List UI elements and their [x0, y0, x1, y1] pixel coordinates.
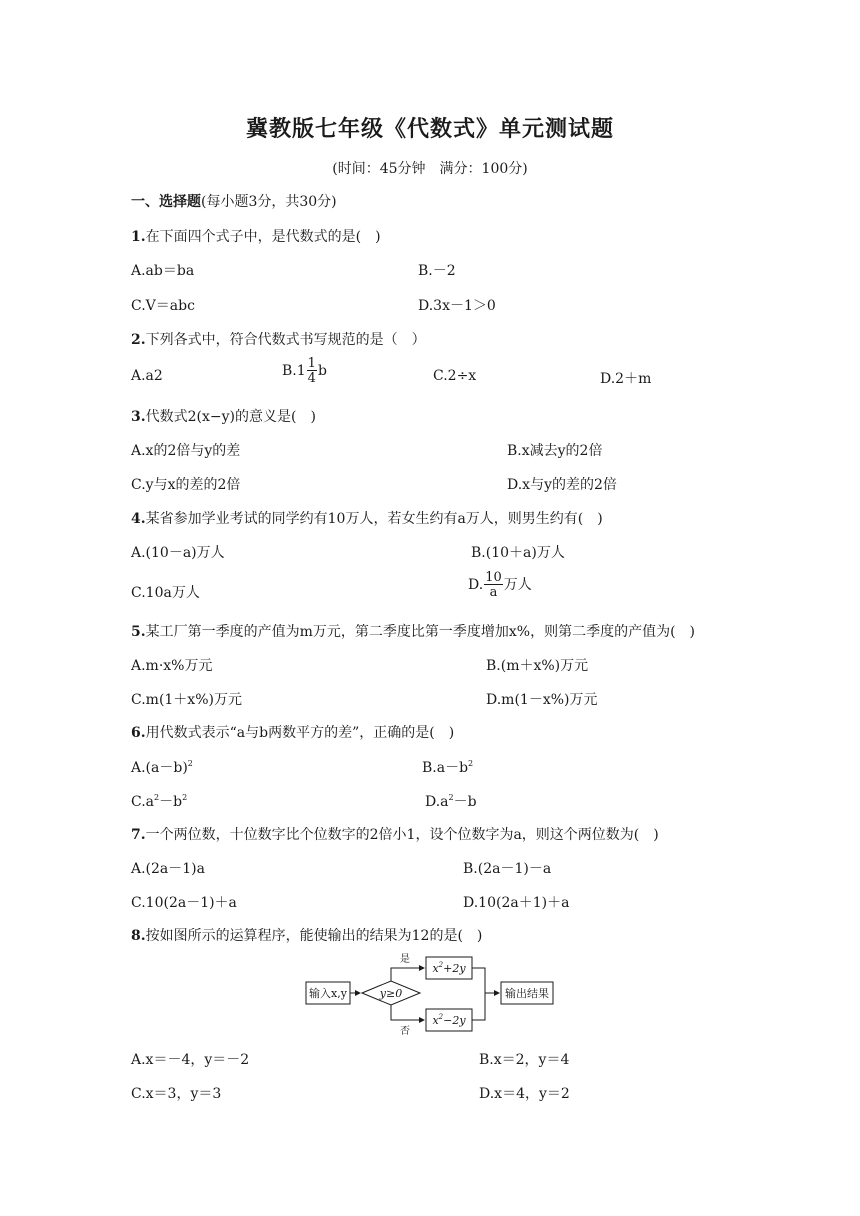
section-heading — [131, 191, 337, 211]
question-7 — [131, 824, 659, 844]
section-label: 一、选择题 — [131, 194, 201, 210]
q1-option-c[interactable]: C.V＝abc — [131, 298, 195, 314]
question-number: 2. — [131, 332, 146, 348]
q5-option-d[interactable]: D.m(1－x%)万元 — [486, 692, 598, 708]
q8-option-a[interactable]: A.x＝－4，y＝－2 — [131, 1052, 250, 1068]
q8-option-b[interactable]: B.x＝2，y＝4 — [479, 1052, 570, 1068]
output-label: 输出结果 — [505, 987, 549, 1000]
no-label: 否 — [400, 1026, 410, 1037]
q4-option-d[interactable] — [468, 571, 532, 599]
question-5 — [131, 621, 695, 641]
q2-option-c[interactable]: C.2÷x — [433, 368, 477, 384]
q5-option-a[interactable]: A.m·x%万元 — [131, 658, 213, 674]
option-suffix: b — [317, 363, 327, 379]
exponent: 2 — [468, 759, 474, 768]
condition-label: y≥0 — [379, 987, 403, 1000]
expr-tail: −2y — [443, 1014, 466, 1027]
q7-option-d[interactable]: D.10(2a＋1)＋a — [463, 895, 570, 911]
q4-option-a[interactable]: A.(10－a)万人 — [131, 545, 225, 561]
question-number: 5. — [131, 624, 146, 640]
option-text: C.a — [131, 794, 155, 810]
q3-option-c[interactable]: C.y与x的差的2倍 — [131, 477, 241, 493]
option-prefix: B.1 — [282, 363, 306, 379]
expr-base: x — [432, 962, 439, 975]
q1-option-b[interactable]: B.－2 — [418, 263, 456, 279]
question-stem: 某省参加学业考试的同学约有10万人，若女生约有a万人，则男生约有( ) — [145, 511, 603, 527]
q1-option-a[interactable]: A.ab＝ba — [131, 263, 195, 279]
q7-option-a[interactable]: A.(2a－1)a — [131, 861, 205, 877]
q3-option-b[interactable]: B.x减去y的2倍 — [507, 443, 603, 459]
merge-line — [472, 968, 485, 1020]
q7-option-b[interactable]: B.(2a－1)－a — [463, 861, 552, 877]
q5-option-b[interactable]: B.(m＋x%)万元 — [486, 658, 589, 674]
question-number: 4. — [131, 511, 146, 527]
q2-option-a[interactable]: A.a2 — [131, 368, 163, 384]
section-note: (每小题3分，共30分) — [201, 194, 337, 210]
q6-option-a[interactable] — [131, 757, 193, 777]
top-expression — [432, 961, 466, 975]
question-8 — [131, 925, 482, 945]
question-stem: 按如图所示的运算程序，能使输出的结果为12的是( ) — [145, 928, 483, 944]
question-stem: 下列各式中，符合代数式书写规范的是（ ） — [145, 332, 426, 348]
option-text: －b — [159, 794, 183, 810]
exponent: 2 — [448, 793, 454, 802]
bottom-expression — [432, 1013, 466, 1027]
question-number: 8. — [131, 928, 146, 944]
question-stem: 一个两位数，十位数字比个位数字的2倍小1，设个位数字为a，则这个两位数为( ) — [145, 827, 659, 843]
question-2 — [131, 329, 426, 349]
option-text: A.(a－b) — [131, 760, 188, 776]
page-subtitle: (时间：45分钟 满分：100分) — [332, 161, 528, 177]
arrow-yes-branch — [391, 968, 424, 981]
question-stem: 在下面四个式子中，是代数式的是( ) — [145, 229, 381, 245]
question-3 — [131, 406, 316, 426]
q7-option-c[interactable]: C.10(2a－1)＋a — [131, 895, 237, 911]
question-stem: 用代数式表示“a与b两数平方的差”，正确的是( ) — [145, 725, 455, 741]
input-label: 输入x,y — [309, 987, 347, 1000]
fraction-numerator: 10 — [485, 570, 502, 585]
fraction-denominator: a — [484, 584, 503, 599]
question-number: 1. — [131, 229, 146, 245]
q2-option-b[interactable] — [282, 357, 327, 385]
q4-option-b[interactable]: B.(10＋a)万人 — [471, 545, 565, 561]
expr-base: x — [432, 1014, 439, 1027]
exponent: 2 — [187, 759, 193, 768]
expr-tail: +2y — [443, 962, 466, 975]
fraction — [484, 571, 503, 599]
q8-option-c[interactable]: C.x＝3，y＝3 — [131, 1086, 222, 1102]
exponent: 2 — [182, 793, 188, 802]
exponent: 2 — [154, 793, 160, 802]
expr-exponent: 2 — [438, 961, 444, 969]
q6-option-c[interactable] — [131, 791, 187, 811]
q4-option-c[interactable]: C.10a万人 — [131, 585, 200, 601]
arrow-no-branch — [391, 1005, 424, 1020]
q6-option-b[interactable] — [422, 757, 473, 777]
q3-option-a[interactable]: A.x的2倍与y的差 — [131, 443, 241, 459]
fraction-denominator: 4 — [307, 371, 316, 386]
q2-option-d[interactable]: D.2＋m — [600, 371, 652, 387]
fraction-numerator: 1 — [307, 356, 316, 371]
question-6 — [131, 722, 454, 742]
q6-option-d[interactable] — [425, 791, 477, 811]
question-number: 7. — [131, 827, 146, 843]
option-text: －b — [453, 794, 477, 810]
q5-option-c[interactable]: C.m(1＋x%)万元 — [131, 692, 242, 708]
flowchart-diagram — [300, 950, 560, 1038]
option-prefix: D. — [468, 577, 484, 593]
question-stem: 代数式2(x−y)的意义是( ) — [145, 409, 316, 425]
yes-label: 是 — [400, 954, 410, 965]
page-title: 冀教版七年级《代数式》单元测试题 — [245, 116, 614, 142]
q8-option-d[interactable]: D.x＝4，y＝2 — [479, 1086, 570, 1102]
option-suffix: 万人 — [503, 577, 532, 593]
expr-exponent: 2 — [438, 1013, 444, 1021]
question-number: 3. — [131, 409, 146, 425]
fraction — [307, 357, 317, 385]
question-number: 6. — [131, 725, 146, 741]
option-text: B.a－b — [422, 760, 469, 776]
question-stem: 某工厂第一季度的产值为m万元，第二季度比第一季度增加x%，则第二季度的产值为( ) — [145, 624, 696, 640]
option-text: D.a — [425, 794, 449, 810]
q3-option-d[interactable]: D.x与y的差的2倍 — [507, 477, 617, 493]
q1-option-d[interactable]: D.3x－1＞0 — [418, 298, 496, 314]
question-4 — [131, 508, 603, 528]
question-1 — [131, 226, 381, 246]
